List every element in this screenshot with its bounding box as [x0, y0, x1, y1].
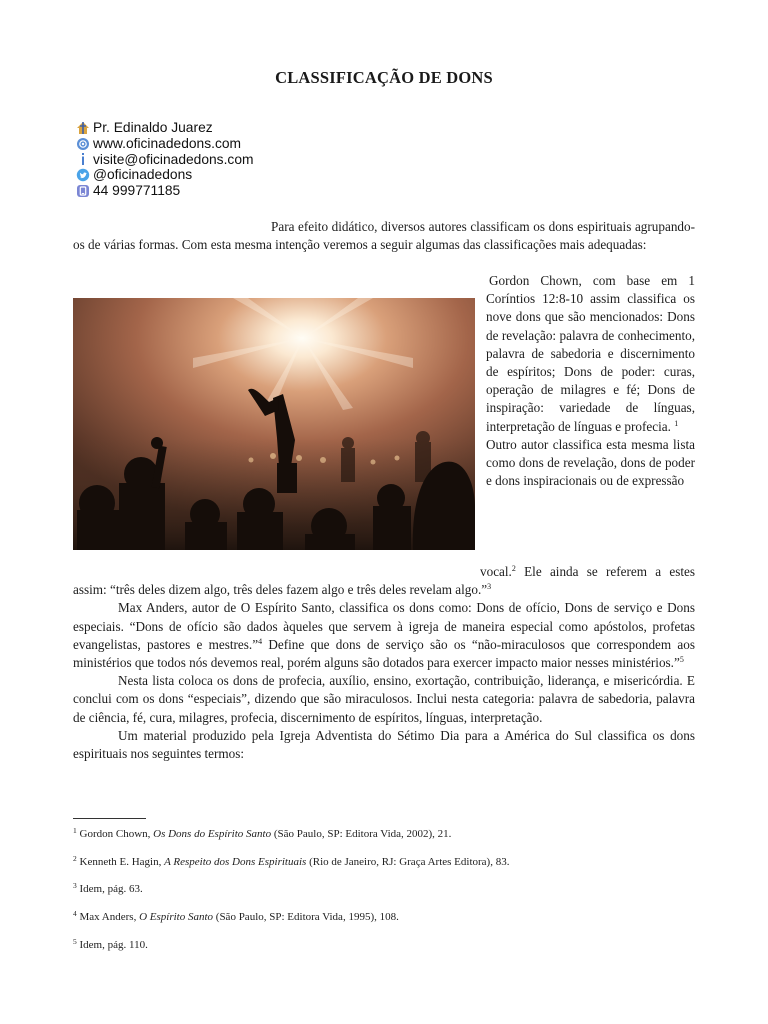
- footnote-separator: [73, 818, 146, 819]
- footnote-text: Idem, pág. 110.: [79, 938, 148, 951]
- contact-text: Pr. Edinaldo Juarez: [93, 120, 213, 135]
- footnote-item: [73, 936, 509, 964]
- footnote-number: 1: [73, 826, 77, 835]
- footnote-text: Max Anders,: [79, 911, 140, 924]
- vocal-text-b: Ele ainda se referem a estes assim: “três deles dizem algo, três deles fazem algo e três deles revelam algo.”: [73, 564, 695, 598]
- footnote-text: (Rio de Janeiro, RJ: Graça Artes Editora), 83.: [306, 855, 510, 868]
- contact-text: 44 999771185: [93, 183, 181, 199]
- footnote-ref: 4: [258, 636, 263, 646]
- footnote-number: 5: [73, 936, 77, 946]
- contact-twitter[interactable]: [75, 167, 253, 183]
- footnote-ref: 5: [679, 655, 684, 665]
- footnote-title: O Espírito Santo: [139, 911, 214, 924]
- chown-paragraph: [486, 272, 695, 436]
- church-icon: [75, 121, 91, 135]
- intro-paragraph: Para efeito didático, diversos autores classificam os dons espirituais agrupando-os de várias formas. Com esta mesma intenção veremos a seguir algumas das classificações mais adequadas:: [73, 219, 695, 253]
- contact-text: visite@oficinadedons.com: [93, 151, 254, 167]
- main-column: [73, 563, 695, 763]
- footnote-item: [73, 908, 509, 936]
- max-text-a: Max Anders, autor de O Espírito Santo, classifica os dons como: Dons de ofício, Dons de serviço e Dons especiais. “Dons de ofício são dados àqueles que servem à igreja de maneira especial como apóstolos, profetas evangelistas, pastores e mestres.”: [73, 600, 695, 652]
- max-text-b: Define que dons de serviço são os “não-miraculosos que correspondem aos ministérios que todos nós devemos real, porém alguns são dotados para exercer impacto maior nesses ministérios.”: [73, 636, 695, 671]
- footnote-text: (São Paulo, SP: Editora Vida, 1995), 108.: [213, 911, 399, 924]
- vocal-paragraph: [73, 563, 695, 599]
- contact-author: [75, 120, 253, 136]
- footnote-text: Idem, pág. 63.: [79, 883, 143, 896]
- footnote-text: Kenneth E. Hagin,: [79, 855, 165, 868]
- vocal-text: vocal.: [480, 564, 512, 579]
- footnote-text: Gordon Chown,: [79, 828, 154, 840]
- contact-email[interactable]: [75, 152, 253, 168]
- footnote-number: 3: [73, 881, 77, 891]
- twitter-icon: [75, 168, 91, 182]
- footnote-title: Os Dons do Espírito Santo: [153, 828, 272, 840]
- footnote-number: 4: [73, 909, 77, 919]
- list-paragraph: Nesta lista coloca os dons de profecia, auxílio, ensino, exortação, contribuição, liderança, e misericórdia. E conclui com os dons “especiais”, dizendo que são miraculosos. Inclui nesta categoria: palavra de sabedoria, palavra de ciência, fé, cura, milagres, profecia, discernimento de espíritos, línguas, interpretação.: [73, 673, 695, 725]
- contact-website[interactable]: [75, 136, 253, 152]
- phone-icon: [75, 184, 91, 198]
- footnote-text: (São Paulo, SP: Editora Vida, 2002), 21.: [271, 828, 452, 840]
- info-icon: [75, 152, 91, 166]
- footnote-title: A Respeito dos Dons Espirituais: [164, 855, 307, 868]
- footnote-ref: 2: [511, 564, 516, 573]
- author-contacts: [75, 120, 253, 199]
- globe-icon: [75, 137, 91, 151]
- max-anders-paragraph: [73, 599, 695, 672]
- footnote-ref: 1: [674, 418, 679, 428]
- footnote-number: 2: [73, 853, 77, 863]
- footnote-item: [73, 853, 509, 881]
- other-author-paragraph: Outro autor classifica esta mesma lista como dons de revelação, dons de poder e dons inspiracionais ou de expressão: [486, 436, 695, 489]
- contact-text: @oficinadedons: [93, 167, 193, 183]
- contact-text: www.oficinadedons.com: [93, 135, 242, 151]
- footnote-item: [73, 880, 509, 908]
- side-column: [486, 272, 695, 490]
- worship-photo: [73, 298, 475, 550]
- page-title: CLASSIFICAÇÃO DE DONS: [275, 68, 493, 87]
- footnote-item: [73, 825, 509, 853]
- footnotes: [73, 825, 509, 963]
- contact-phone[interactable]: [75, 183, 253, 199]
- chown-text: Gordon Chown, com base em 1 Coríntios 12:8-10 assim classifica os nove dons que são mencionados: Dons de revelação: palavra de conhecimento, palavra de sabedoria e discernimento de espíritos; Dons de poder: curas, operação de milagres e fé; Dons de inspiração: variedade de línguas, interpretação de línguas e profecia.: [486, 273, 695, 434]
- footnote-ref: 3: [487, 582, 492, 592]
- adventist-paragraph: Um material produzido pela Igreja Adventista do Sétimo Dia para a América do Sul classifica os dons espirituais nos seguintes termos:: [73, 727, 695, 762]
